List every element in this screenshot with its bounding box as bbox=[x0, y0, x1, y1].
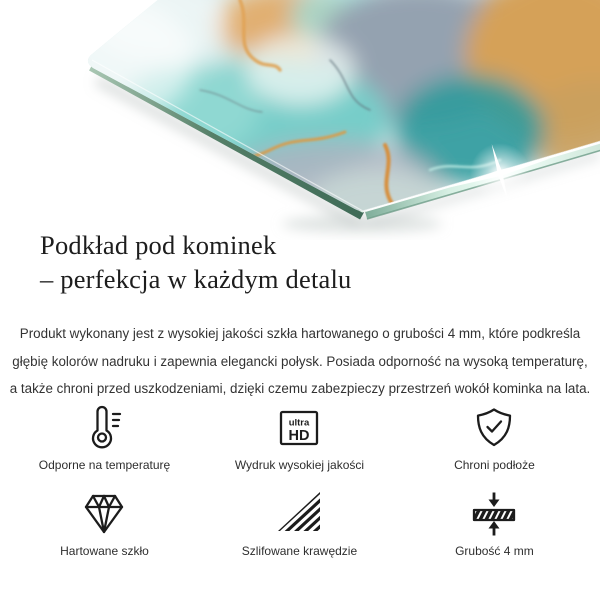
diamond-icon bbox=[80, 490, 128, 538]
feature-tempered-glass bbox=[7, 484, 202, 570]
shield-check-icon bbox=[470, 404, 518, 452]
page-title-line1: Podkład pod kominek bbox=[40, 230, 277, 260]
feature-protects-floor bbox=[397, 398, 592, 484]
feature-thickness bbox=[397, 484, 592, 570]
hero-product-image bbox=[0, 0, 600, 240]
page-title-line2: – perfekcja w każdym detalu bbox=[40, 264, 352, 294]
polished-edge-icon bbox=[275, 490, 323, 538]
ultra-hd-icon bbox=[275, 404, 323, 452]
description-line: głębię kolorów nadruku i zapewnia elegancki połysk. Posiada odporność na wysoką temperaturę, bbox=[12, 353, 588, 369]
svg-text:ultra: ultra bbox=[289, 417, 310, 429]
feature-print-quality bbox=[202, 398, 397, 484]
description-line: a także chroni przed uszkodzeniami, dzięki czemu zabezpieczy przestrzeń wokół kominka na lata. bbox=[9, 381, 591, 397]
svg-text:HD: HD bbox=[288, 428, 310, 444]
marble-print bbox=[0, 0, 600, 240]
feature-temperature bbox=[7, 398, 202, 484]
feature-label: Grubość 4 mm bbox=[455, 544, 534, 558]
feature-label: Wydruk wysokiej jakości bbox=[234, 458, 365, 472]
product-description bbox=[0, 320, 600, 403]
feature-label: Odporne na temperaturę bbox=[38, 458, 171, 472]
feature-grid bbox=[7, 398, 592, 570]
thermometer-icon bbox=[80, 404, 128, 452]
page-title bbox=[40, 228, 351, 296]
thickness-4mm-icon bbox=[470, 490, 518, 538]
feature-polished-edges bbox=[202, 484, 397, 570]
description-line: Produkt wykonany jest z wysokiej jakości szkła hartowanego o grubości 4 mm, które podkreśla bbox=[19, 326, 581, 342]
feature-label: Chroni podłoże bbox=[454, 458, 535, 472]
feature-label: Szlifowane krawędzie bbox=[241, 544, 358, 558]
feature-label: Hartowane szkło bbox=[60, 544, 149, 558]
